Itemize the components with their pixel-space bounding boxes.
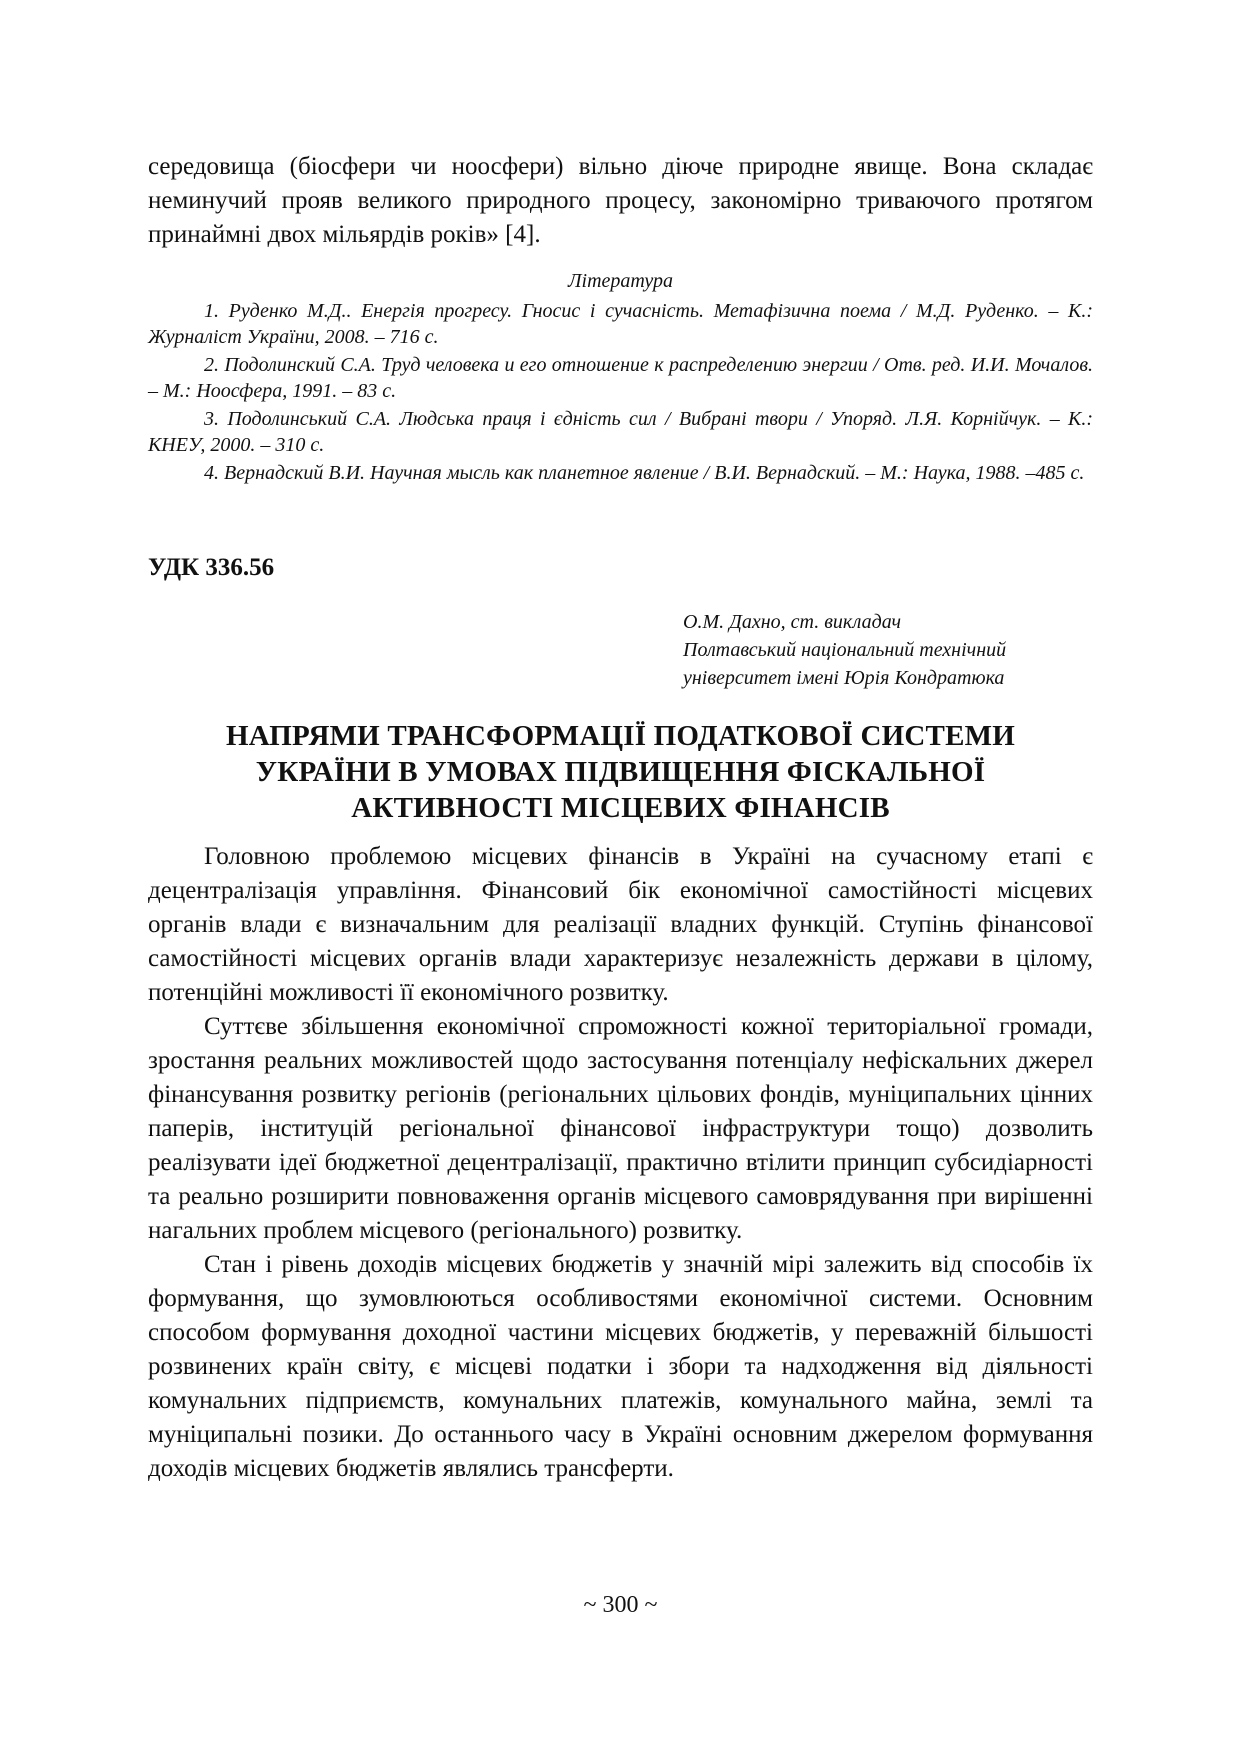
article-title-line: НАПРЯМИ ТРАНСФОРМАЦІЇ ПОДАТКОВОЇ СИСТЕМИ	[226, 720, 1015, 752]
author-affiliation: університет імені Юрія Кондратюка	[683, 667, 1005, 689]
top-paragraph: середовища (біосфери чи ноосфери) вільно діюче природне явище. Вона складає неминучий прояв великого природного процесу, закономірно триваючого протягом принаймні двох мільярдів років» [4].	[148, 153, 1093, 248]
author-block	[683, 608, 1093, 692]
page-content	[148, 150, 1093, 1486]
article-title	[148, 718, 1093, 826]
reference-item: 2. Подолинский С.А. Труд человека и его отношение к распределению энергии / Отв. ред. И.И. Мочалов. – М.: Ноосфера, 1991. – 83 с.	[148, 354, 1093, 402]
page-number: ~ 300 ~	[583, 1592, 658, 1618]
udk-code: УДК 336.56	[148, 554, 275, 581]
author-affiliation: Полтавський національний технічний	[683, 639, 1007, 661]
body-paragraph: Суттєве збільшення економічної спроможності кожної територіальної громади, зростання реальних можливостей щодо застосування потенціалу нефіскальних джерел фінансування розвитку регіонів (регіональних цільових фондів, муніципальних цінних паперів, інституцій регіональної фінансової інфраструктури тощо) дозволить реалізувати ідеї бюджетної децентралізації, практично втілити принцип субсидіарності та реально розширити повноваження органів місцевого самоврядування при вирішенні нагальних проблем місцевого (регіонального) розвитку.	[148, 1013, 1093, 1244]
body-paragraph: Стан і рівень доходів місцевих бюджетів у значній мірі залежить від способів їх формування, що зумовлюються особливостями економічної системи. Основним способом формування доходної частини місцевих бюджетів, у переважній більшості розвинених країн світу, є місцеві податки і збори та надходження від діяльності комунальних підприємств, комунальних платежів, комунального майна, землі та муніципальні позики. До останнього часу в Україні основним джерелом формування доходів місцевих бюджетів являлись трансферти.	[148, 1251, 1093, 1482]
author-name: О.М. Дахно, ст. викладач	[683, 611, 901, 633]
reference-item: 3. Подолинський С.А. Людська праця і єдність сил / Вибрані твори / Упоряд. Л.Я. Корнійчук. – К.: КНЕУ, 2000. – 310 с.	[148, 408, 1093, 456]
body-paragraph: Головною проблемою місцевих фінансів в Україні на сучасному етапі є децентралізація управління. Фінансовий бік економічної самостійності місцевих органів влади є визначальним для реалізації владних функцій. Ступінь фінансової самостійності місцевих органів влади характеризує незалежність держави в цілому, потенційні можливості її економічного розвитку.	[148, 843, 1093, 1006]
article-title-line: АКТИВНОСТІ МІСЦЕВИХ ФІНАНСІВ	[351, 792, 890, 824]
article-title-line: УКРАЇНИ В УМОВАХ ПІДВИЩЕННЯ ФІСКАЛЬНОЇ	[255, 756, 986, 788]
reference-item: 1. Руденко М.Д.. Енергія прогресу. Гносис і сучасність. Метафізична поема / М.Д. Руденко. – К.: Журналіст України, 2008. – 716 с.	[148, 300, 1093, 348]
reference-item: 4. Вернадский В.И. Научная мысль как планетное явление / В.И. Вернадский. – М.: Наука, 1988. –485 с.	[204, 462, 1085, 484]
literature-title: Література	[568, 270, 673, 292]
